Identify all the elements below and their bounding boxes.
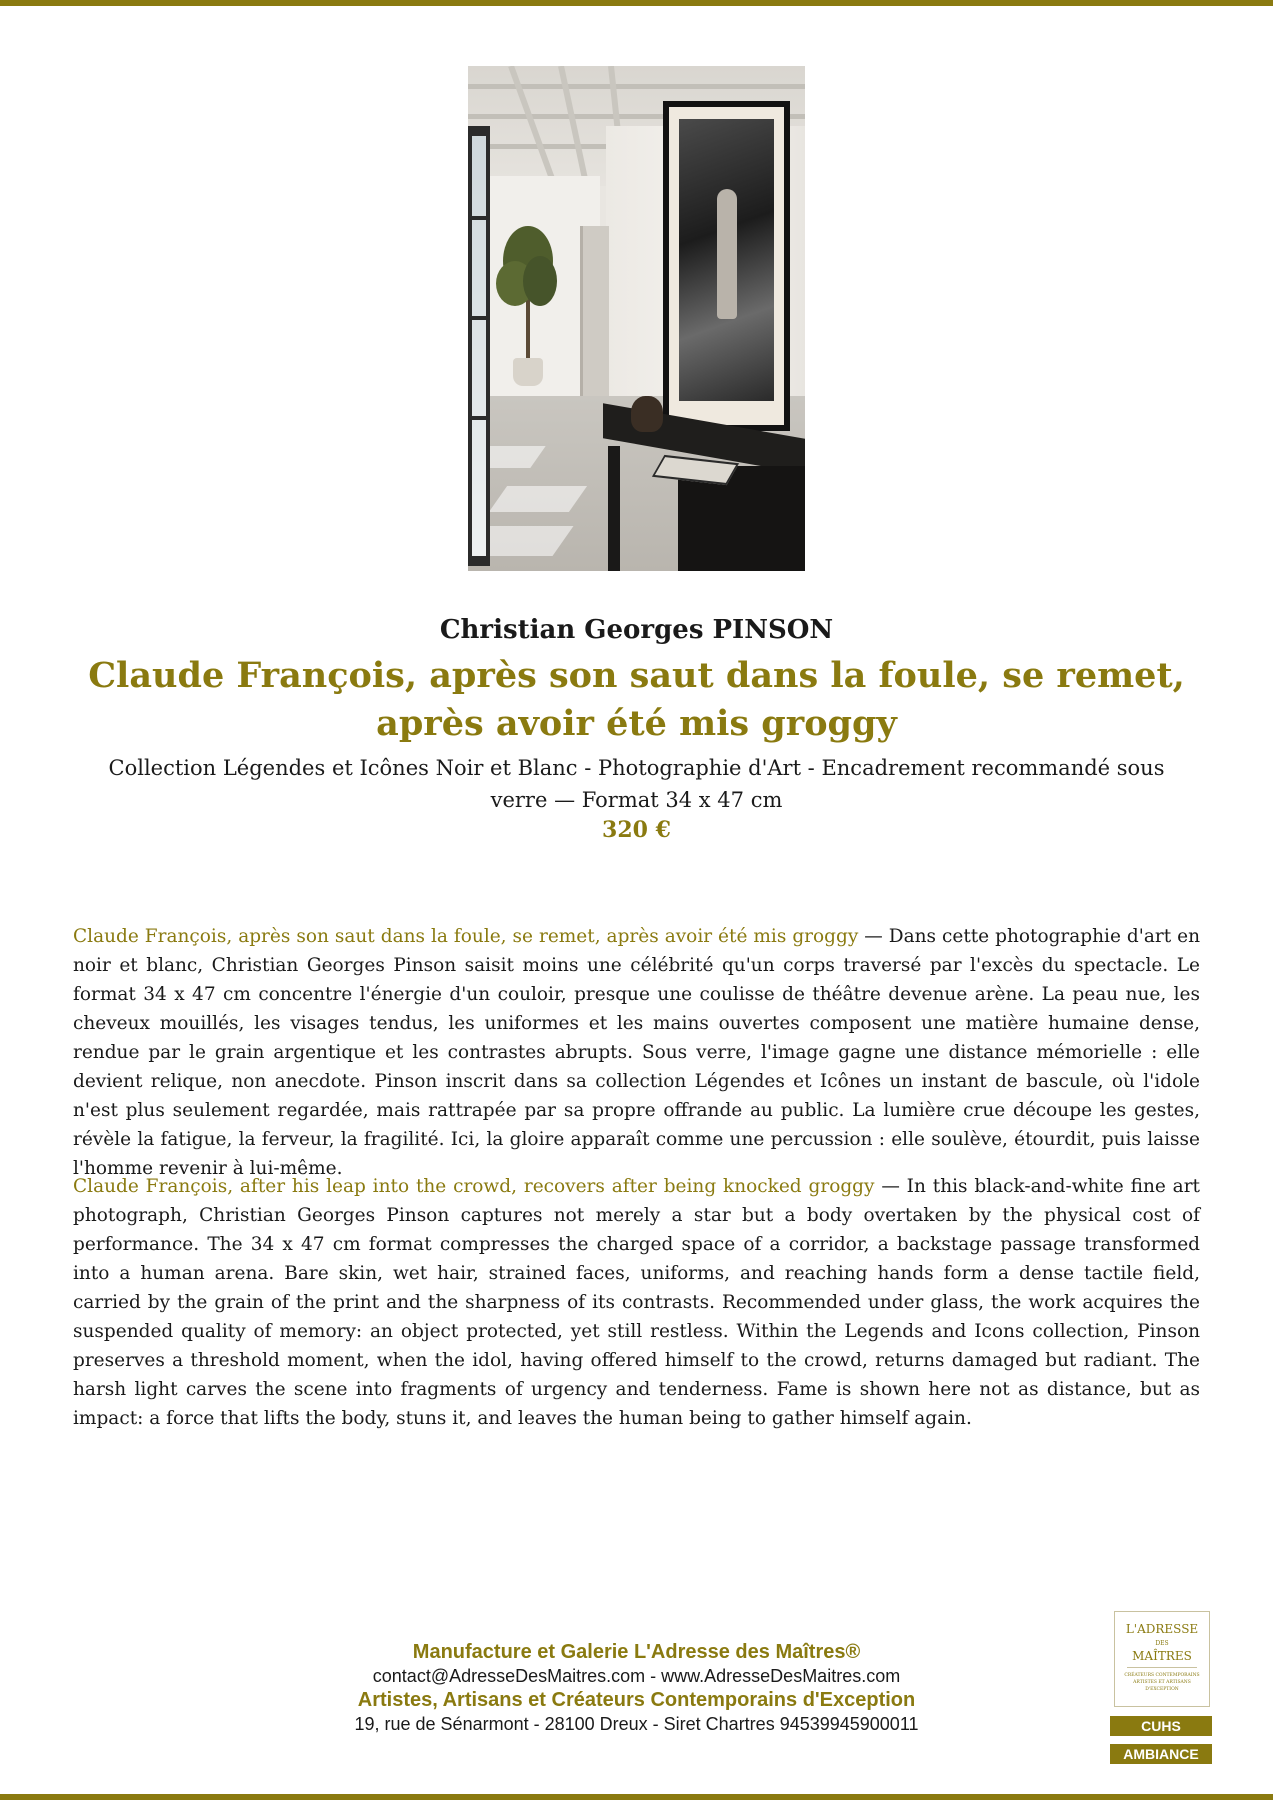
- logo-line-3: MAÎTRES: [1132, 1649, 1192, 1663]
- artist-name: Christian Georges PINSON: [439, 615, 834, 645]
- photo-planter: [513, 358, 543, 386]
- photo-vase: [631, 396, 663, 432]
- description-en: [73, 1172, 1200, 1433]
- artwork-subtitle: Collection Légendes et Icônes Noir et Blanc - Photographie d'Art - Encadrement recommandé sous verre — Format 34 x 47 cm: [108, 756, 1165, 812]
- photo-framed-print: [663, 101, 790, 431]
- badge-cuhs: CUHS: [1110, 1716, 1212, 1736]
- footer-address: 19, rue de Sénarmont - 28100 Dreux - Siret Chartres 94539945900011: [354, 1714, 919, 1734]
- description-fr: [73, 922, 1200, 1183]
- badge-ambiance: AMBIANCE: [1110, 1744, 1212, 1764]
- artwork-photo: [468, 66, 805, 571]
- photo-console-leg: [608, 446, 620, 571]
- logo-line-2: DES: [1155, 1640, 1169, 1647]
- photo-window-bar: [468, 416, 490, 420]
- photo-figure: [717, 189, 737, 319]
- footer-tagline: Artistes, Artisans et Créateurs Contemporains d'Exception: [357, 1689, 916, 1711]
- description-fr-lead: Claude François, après son saut dans la foule, se remet, après avoir été mis groggy: [73, 926, 859, 947]
- photo-mat: [669, 107, 784, 425]
- gallery-logo: [1114, 1611, 1210, 1707]
- logo-line-1: L'ADRESSE: [1125, 1622, 1199, 1636]
- bottom-rule: [0, 1794, 1273, 1800]
- footer: [0, 1640, 1273, 1736]
- logo-line-4: CRÉATEURS CONTEMPORAINS ARTISTES ET ARTISANS D'EXCEPTION: [1124, 1673, 1200, 1692]
- description-en-lead: Claude François, after his leap into the crowd, recovers after being knocked groggy: [73, 1176, 875, 1197]
- artwork-title: Claude François, après son saut dans la foule, se remet, après avoir été mis groggy: [88, 655, 1185, 744]
- photo-print: [679, 119, 774, 401]
- description-en-body: — In this black-and-white fine art photograph, Christian Georges Pinson captures not merely a star but a body overtaken by the physical cost of performance. The 34 x 47 cm format compresses the charged space of a corridor, a backstage passage transformed into a human arena. Bare skin, wet hair, strained faces, uniforms, and reaching hands form a dense tactile field, carried by the grain of the print and the sharpness of its contrasts. Recommended under glass, the work acquires the suspended quality of memory: an object protected, yet still restless. Within the Legends and Icons collection, Pinson preserves a threshold moment, when the idol, having offered himself to the crowd, returns damaged but radiant. The harsh light carves the scene into fragments of urgency and tenderness. Fame is shown here not as distance, but as impact: a force that lifts the body, stuns it, and leaves the human being to gather himself again.: [73, 1176, 1200, 1429]
- footer-contact: contact@AdresseDesMaitres.com - www.AdresseDesMaitres.com: [372, 1666, 901, 1686]
- top-rule: [0, 0, 1273, 6]
- photo-window-glass: [472, 136, 486, 556]
- description-fr-body: — Dans cette photographie d'art en noir et blanc, Christian Georges Pinson saisit moins une célébrité qu'un corps traversé par l'excès du spectacle. Le format 34 x 47 cm concentre l'énergie d'un couloir, presque une coulisse de théâtre devenue arène. La peau nue, les cheveux mouillés, les visages tendus, les uniformes et les mains ouvertes composent une matière humaine dense, rendue par le grain argentique et les contrastes abrupts. Sous verre, l'image gagne une distance mémorielle : elle devient relique, non anecdote. Pinson inscrit dans sa collection Légendes et Icônes un instant de bascule, où l'idole n'est plus seulement regardée, mais rattrapée par sa propre offrande au public. La lumière crue découpe les gestes, révèle la fatigue, la ferveur, la fragilité. Ici, la gloire apparaît comme une percussion : elle soulève, étourdit, puis laisse l'homme revenir à lui-même.: [73, 926, 1200, 1179]
- photo-window-bar: [468, 216, 490, 220]
- logo-divider: [1127, 1667, 1197, 1668]
- artwork-price: 320 €: [602, 817, 671, 843]
- photo-tree: [523, 256, 557, 306]
- footer-gallery-name: Manufacture et Galerie L'Adresse des Maîtres®: [412, 1641, 861, 1663]
- photo-window-bar: [468, 316, 490, 320]
